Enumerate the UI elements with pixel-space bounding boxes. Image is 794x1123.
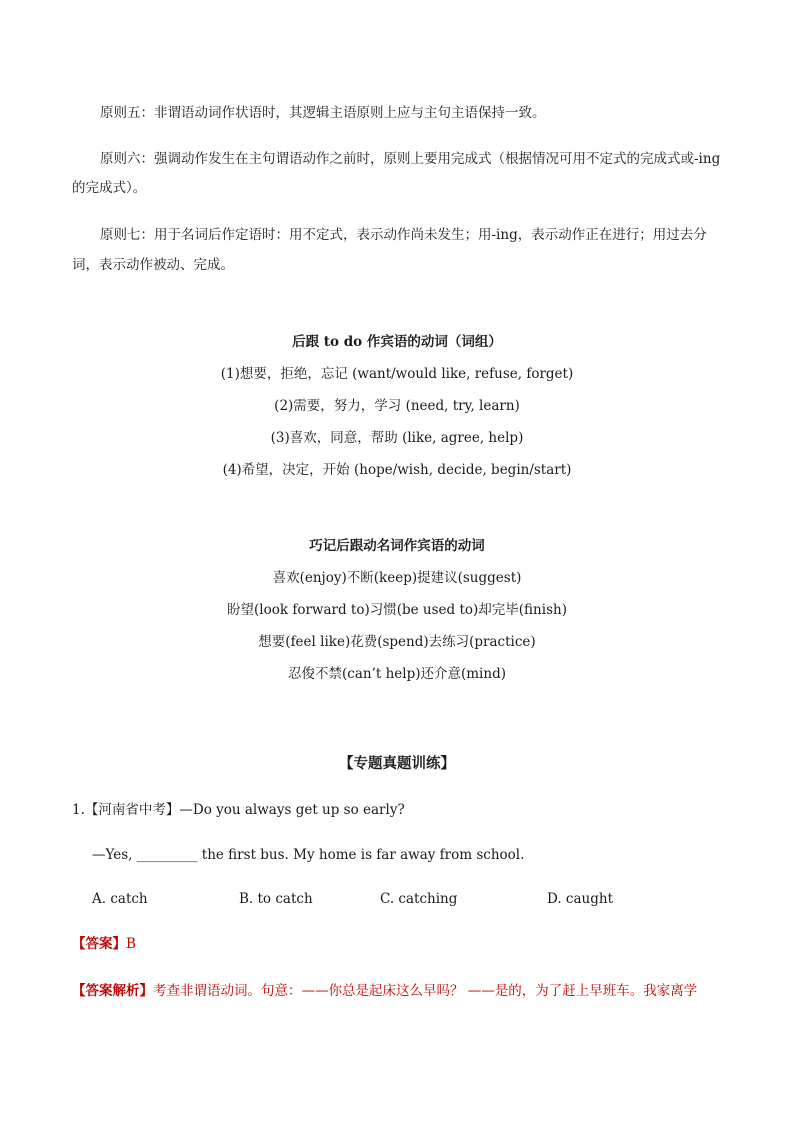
principle-seven-line-1: 原则七：用于名词后作定语时：用不定式，表示动作尚未发生；用-ing，表示动作正在进行；用过去分 <box>100 227 707 243</box>
todo-section-title: 后跟 to do 作宾语的动词（词组） <box>292 334 502 350</box>
gerund-item-3: 想要(feel like)花费(spend)去练习(practice) <box>258 634 536 650</box>
gerund-item-2: 盼望(look forward to)习惯(be used to)却完毕(finish) <box>227 602 567 618</box>
gerund-section-title: 巧记后跟动名词作宾语的动词 <box>309 538 485 554</box>
training-heading: 【专题真题训练】 <box>339 755 455 772</box>
principle-six-line-2: 的完成式）。 <box>72 180 147 196</box>
question-number: 1. <box>72 802 85 818</box>
option-b: B. to catch <box>239 891 313 907</box>
option-d: D. caught <box>547 891 613 907</box>
question-prompt: —Do you always get up so early? <box>179 802 405 818</box>
todo-item-4: (4)希望，决定，开始 (hope/wish, decide, begin/start) <box>222 462 572 478</box>
option-a: A. catch <box>92 891 148 907</box>
answer-value: B <box>126 936 136 952</box>
analysis-label: 【答案解析】 <box>72 983 153 999</box>
gerund-item-4: 忍俊不禁(can’t help)还介意(mind) <box>288 666 506 682</box>
answer-label: 【答案】 <box>72 936 126 952</box>
todo-item-2: (2)需要，努力，学习 (need, try, learn) <box>274 398 520 414</box>
option-c: C. catching <box>380 891 458 907</box>
principle-six-line-1: 原则六：强调动作发生在主句谓语动作之前时，原则上要用完成式（根据情况可用不定式的完成式或-ing <box>100 151 721 167</box>
analysis-text: 考查非谓语动词。句意：——你总是起床这么早吗？ ——是的，为了赶上早班车。我家离学 <box>153 983 698 999</box>
question-source: 【河南省中考】 <box>84 802 180 818</box>
analysis-line <box>72 982 697 1000</box>
gerund-item-1: 喜欢(enjoy)不断(keep)提建议(suggest) <box>272 570 522 586</box>
todo-item-3: (3)喜欢，同意，帮助 (like, agree, help) <box>270 430 524 446</box>
principle-seven-line-2: 词，表示动作被动、完成。 <box>72 257 234 273</box>
question-response: —Yes, _________ the first bus. My home is far away from school. <box>92 847 525 863</box>
todo-item-1: (1)想要，拒绝，忘记 (want/would like, refuse, forget) <box>220 366 574 382</box>
answer-line <box>72 935 136 953</box>
question-1 <box>72 801 405 819</box>
principle-five: 原则五：非谓语动词作状语时，其逻辑主语原则上应与主句主语保持一致。 <box>100 105 546 121</box>
